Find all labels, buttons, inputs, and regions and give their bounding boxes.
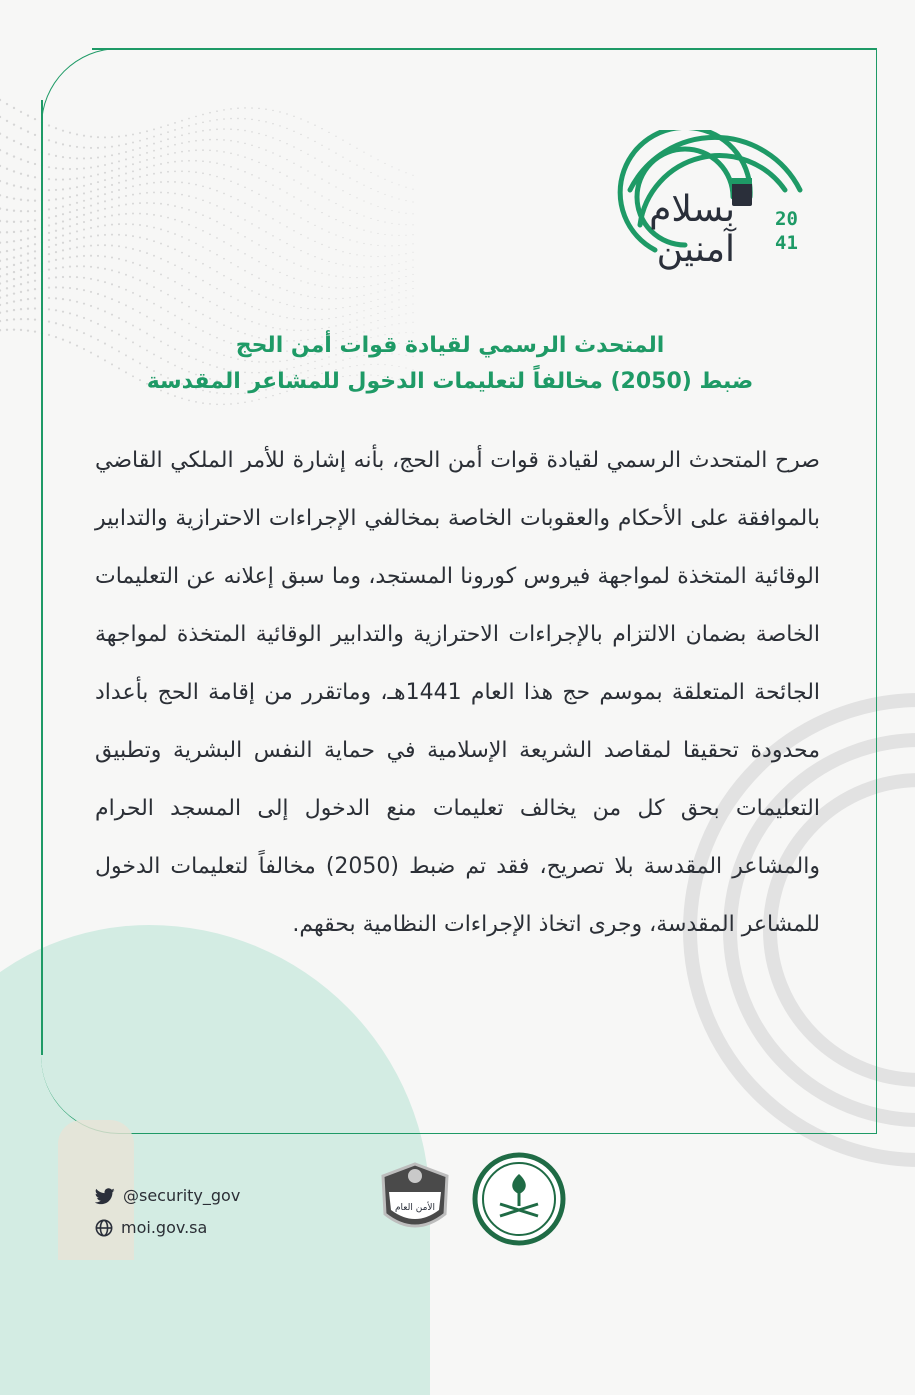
dot [20, 127, 22, 129]
dot [20, 299, 22, 301]
dot [6, 250, 8, 252]
dot [27, 245, 29, 247]
dot [34, 219, 36, 221]
dot [13, 231, 15, 233]
dot [6, 220, 8, 222]
dot [6, 266, 8, 268]
dot [27, 237, 29, 239]
logo-wordmark [605, 190, 735, 270]
public-security-emblem [375, 1158, 455, 1240]
dot [6, 209, 8, 211]
twitter-handle[interactable]: @security_gov [123, 1186, 241, 1205]
dot [20, 173, 22, 175]
dot [0, 275, 1, 277]
public-security-label: الأمن العام [394, 1203, 436, 1213]
twitter-row[interactable] [95, 1180, 240, 1212]
logo-year [775, 207, 798, 255]
dot [34, 200, 36, 202]
dot [0, 180, 1, 182]
dot [6, 120, 8, 122]
dot [0, 99, 1, 101]
dot [20, 143, 22, 145]
dot [27, 199, 29, 201]
logo-year-top: 20 [775, 208, 798, 230]
dot [27, 318, 29, 320]
dot [34, 280, 36, 282]
dot [6, 280, 8, 282]
dot [27, 281, 29, 283]
dot [27, 274, 29, 276]
dot [27, 267, 29, 269]
dot [20, 158, 22, 160]
dot [34, 228, 36, 230]
dot [0, 242, 1, 244]
frame-left-line [41, 100, 43, 1055]
dot [13, 292, 15, 294]
dot [6, 136, 8, 138]
dot [0, 207, 1, 209]
dot [27, 114, 29, 116]
dot [34, 272, 36, 274]
dot [34, 318, 36, 320]
dot [34, 210, 36, 212]
dot [13, 264, 15, 266]
headline-line-2: ضبط (2050) مخالفاً لتعليمات الدخول للمشاعر المقدسة [146, 369, 754, 394]
dot [20, 186, 22, 188]
dot [27, 329, 29, 331]
dot [6, 168, 8, 170]
dot [13, 278, 15, 280]
dot [0, 194, 1, 196]
dot [34, 134, 36, 136]
dot [27, 259, 29, 261]
dot [34, 163, 36, 165]
dot [0, 312, 1, 314]
dot [13, 285, 15, 287]
dot [27, 289, 29, 291]
dot [13, 300, 15, 302]
dot [20, 262, 22, 264]
dot [13, 197, 15, 199]
dot [0, 268, 1, 270]
dot [6, 182, 8, 184]
dot [34, 188, 36, 190]
dot [13, 271, 15, 273]
dot [6, 258, 8, 260]
saudi-emblem [472, 1152, 566, 1246]
dot [34, 288, 36, 290]
website-link[interactable]: moi.gov.sa [121, 1218, 208, 1237]
dot [6, 231, 8, 233]
dot [27, 210, 29, 212]
dot [27, 298, 29, 300]
dot [27, 308, 29, 310]
dot [20, 283, 22, 285]
headline [80, 328, 820, 400]
dot [0, 282, 1, 284]
dot [20, 239, 22, 241]
dot [13, 318, 15, 320]
dot [6, 294, 8, 296]
dot [6, 103, 8, 105]
dot [34, 149, 36, 151]
dot [20, 221, 22, 223]
website-row[interactable] [95, 1212, 240, 1244]
dot [34, 307, 36, 309]
dot [6, 319, 8, 321]
dot [27, 187, 29, 189]
dot [0, 251, 1, 253]
dot [0, 220, 1, 222]
dot [0, 149, 1, 151]
dot [34, 118, 36, 120]
dot [34, 264, 36, 266]
dot [20, 269, 22, 271]
dot [13, 107, 15, 109]
dot [6, 196, 8, 198]
dot [20, 199, 22, 201]
dot [6, 273, 8, 275]
dot [0, 165, 1, 167]
dot [20, 111, 22, 113]
statement-body: صرح المتحدث الرسمي لقيادة قوات أمن الحج، بأنه إشارة للأمر الملكي القاضي بالموافقة على الأحكام والعقوبات الخاصة بمخالفي الإجراءات الاحترازية والتدابير الوقائية المتخذة لمواجهة فيروس كورونا المستجد، وما سبق إعلانه عن التعليمات الخاصة بضمان الالتزام بالإجراءات الاحترازية والتدابير الوقائية المتخذة لمواجهة الجائحة المتعلقة بموسم حج هذا العام 1441هـ، وماتقرر من إقامة الحج بأعداد محدودة تحقيقا لمقاصد الشريعة الإسلامية في حماية النفس البشرية وتطبيق التعليمات بحق كل من يخالف تعليمات منع الدخول إلى المسجد الحرام والمشاعر المقدسة بلا تصريح، فقد تم ضبط (2050) مخالفاً لتعليمات الدخول للمشاعر المقدسة، وجرى اتخاذ الإجراءات النظامية بحقهم. [95, 448, 821, 937]
dot [27, 161, 29, 163]
dot [20, 230, 22, 232]
twitter-icon [95, 1188, 115, 1205]
dot [20, 247, 22, 249]
dot [34, 257, 36, 259]
dot [6, 152, 8, 154]
dot [34, 236, 36, 238]
dot [13, 328, 15, 330]
dot [0, 320, 1, 322]
frame-top-line [92, 48, 877, 50]
dot [13, 240, 15, 242]
dot [6, 287, 8, 289]
dot [6, 310, 8, 312]
dot [34, 297, 36, 299]
dot [20, 291, 22, 293]
headline-line-1: المتحدث الرسمي لقيادة قوات أمن الحج [235, 333, 665, 358]
dot [27, 175, 29, 177]
dot [27, 146, 29, 148]
dot [20, 210, 22, 212]
dot [13, 249, 15, 251]
dot [13, 170, 15, 172]
dot [20, 329, 22, 331]
dot [0, 133, 1, 135]
dot [13, 123, 15, 125]
dot [0, 296, 1, 298]
dot [6, 302, 8, 304]
globe-icon [95, 1219, 113, 1237]
dot [13, 256, 15, 258]
dot [13, 221, 15, 223]
dot [0, 289, 1, 291]
dot [0, 116, 1, 118]
logo-line-2: آمنين [656, 229, 735, 270]
dot [20, 254, 22, 256]
dot [13, 309, 15, 311]
dot [0, 260, 1, 262]
social-links [95, 1180, 240, 1244]
dot [34, 250, 36, 252]
dot [20, 276, 22, 278]
dot [34, 243, 36, 245]
dot [27, 131, 29, 133]
dot [13, 155, 15, 157]
dot [0, 231, 1, 233]
dot [34, 176, 36, 178]
dot [20, 308, 22, 310]
dot [27, 229, 29, 231]
dot [0, 304, 1, 306]
dot [13, 140, 15, 142]
logo-line-1: بسلام [649, 189, 735, 230]
dot [6, 241, 8, 243]
dot [0, 329, 1, 331]
dot [13, 210, 15, 212]
dot [13, 184, 15, 186]
dot [27, 220, 29, 222]
dot [6, 329, 8, 331]
dot [27, 252, 29, 254]
dot [20, 318, 22, 320]
dot [34, 331, 36, 333]
logo-year-bottom: 41 [775, 232, 798, 254]
